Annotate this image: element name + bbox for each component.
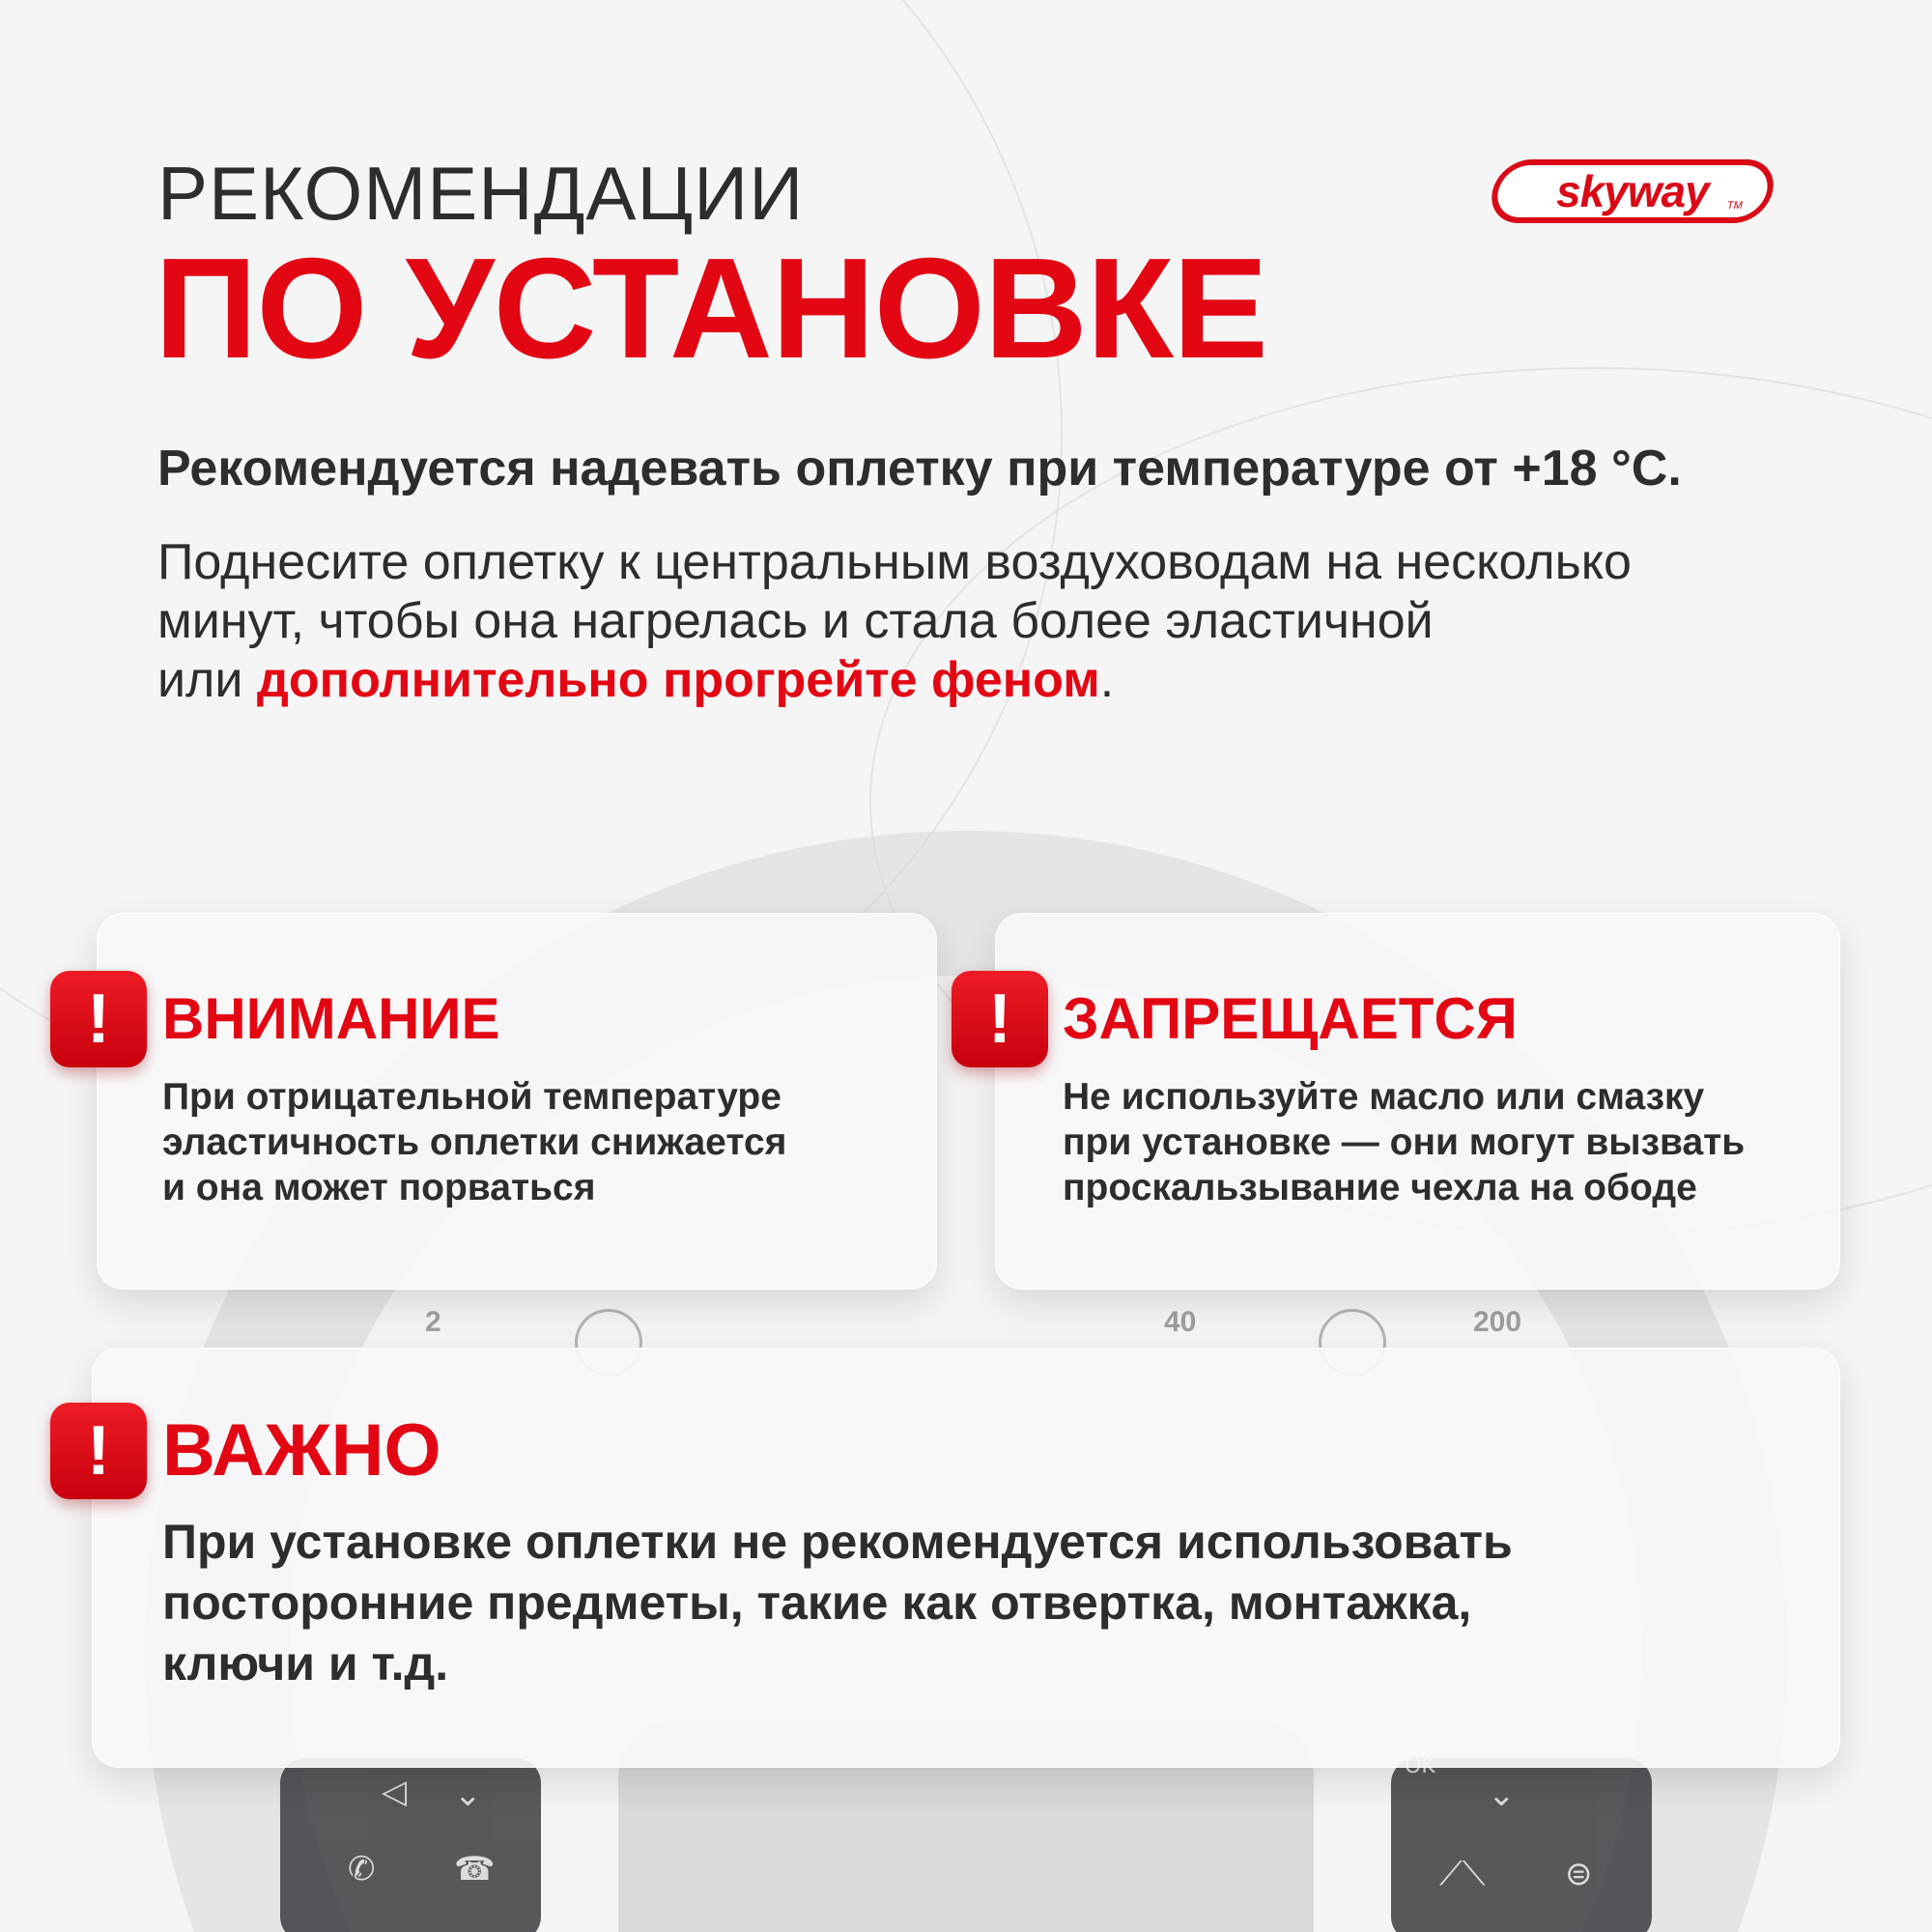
important-text-line: При установке оплетки не рекомендуется использовать <box>162 1515 1513 1569</box>
page-title: ПО УСТАНОВКЕ <box>155 229 1267 388</box>
forbidden-text <box>1063 1074 1745 1210</box>
forbidden-text-line: Не используйте масло или смазку <box>1063 1076 1705 1118</box>
hang-up-icon: ☎ <box>454 1850 496 1889</box>
important-text-line: посторонние предметы, такие как отвертка, монтажка, <box>162 1576 1472 1630</box>
attention-text-line: и она может порваться <box>162 1167 596 1208</box>
chevron-down-icon: ⌄ <box>1488 1776 1516 1814</box>
phone-icon: ✆ <box>348 1850 376 1889</box>
skyway-logo <box>1486 159 1779 223</box>
forbidden-text-line: при установке — они могут вызвать <box>1063 1122 1746 1163</box>
gauge-number: 2 <box>425 1306 441 1338</box>
exclamation-icon: ! <box>50 971 147 1067</box>
important-title: ВАЖНО <box>162 1409 441 1492</box>
forbidden-title: ЗАПРЕЩАЕТСЯ <box>1063 986 1518 1051</box>
attention-text-line: При отрицательной температуре <box>162 1076 781 1118</box>
attention-title: ВНИМАНИЕ <box>162 986 500 1051</box>
steering-button-pad-right <box>1391 1758 1652 1932</box>
instruction-line: Поднесите оплетку к центральным воздуховодам на несколько <box>157 534 1632 590</box>
steering-button-pad-left <box>280 1758 541 1932</box>
important-text-line: ключи и т.д. <box>162 1636 449 1690</box>
temperature-recommendation: Рекомендуется надевать оплетку при температуре от +18 °C. <box>157 440 1682 497</box>
lane-assist-icon: ⟋⟍ <box>1439 1855 1486 1893</box>
volume-icon: ◁ <box>382 1773 408 1811</box>
attention-text <box>162 1074 786 1210</box>
exclamation-icon: ! <box>952 971 1048 1067</box>
page-title-small: РЕКОМЕНДАЦИИ <box>157 151 805 236</box>
instruction-line: минут, чтобы она нагрелась и стала более эластичной <box>157 593 1434 649</box>
forbidden-text-line: проскальзывание чехла на ободе <box>1063 1167 1697 1208</box>
important-text <box>162 1512 1513 1694</box>
instruction-text: или <box>157 652 257 708</box>
instruction-line <box>157 651 1819 710</box>
warming-instructions <box>157 533 1819 710</box>
chevron-down-icon: ⌄ <box>454 1776 482 1814</box>
attention-text-line: эластичность оплетки снижается <box>162 1122 787 1163</box>
logo-trademark: TM <box>1725 200 1745 212</box>
instruction-highlight: дополнительно прогрейте феном <box>256 652 1100 708</box>
instruction-text: . <box>1099 652 1115 708</box>
gauge-number: 200 <box>1473 1306 1522 1338</box>
cruise-icon: ⊜ <box>1565 1855 1593 1893</box>
logo-text: skyway <box>1556 166 1709 216</box>
exclamation-icon: ! <box>50 1403 147 1499</box>
gauge-number: 40 <box>1164 1306 1197 1338</box>
